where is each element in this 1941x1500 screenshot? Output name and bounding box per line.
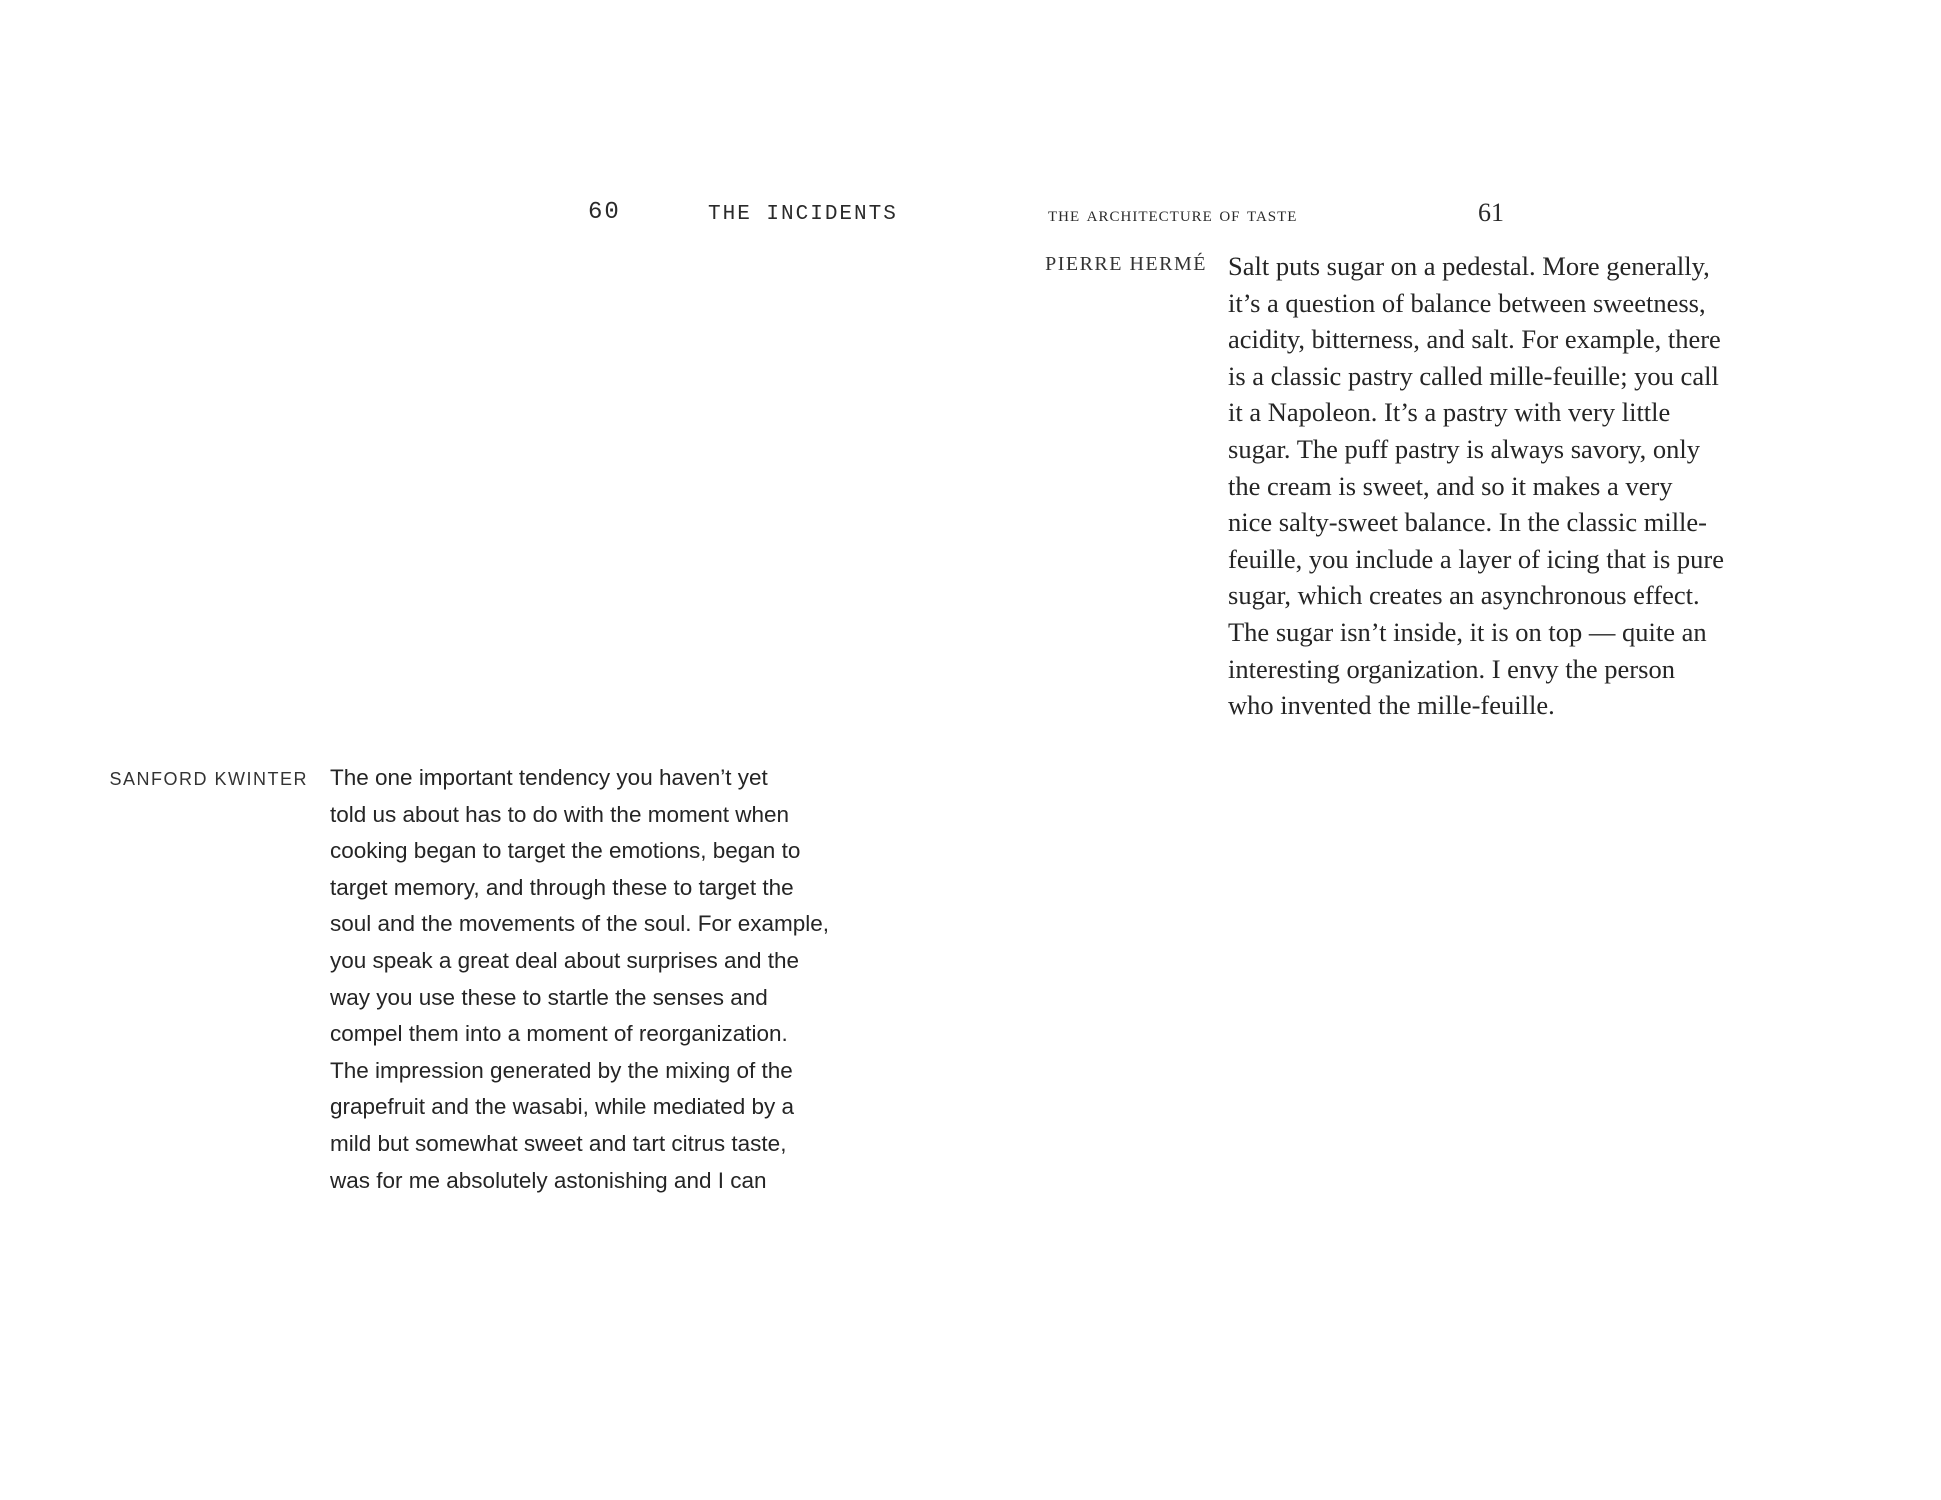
passage-line: the cream is sweet, and so it makes a very <box>1228 470 1673 501</box>
passage-line: interesting organization. I envy the person <box>1228 653 1675 684</box>
speaker-label-kwinter: SANFORD KWINTER <box>109 769 308 789</box>
passage-line: told us about has to do with the moment when <box>330 801 790 827</box>
passage-line: The impression generated by the mixing of the <box>330 1057 793 1083</box>
speaker-label-herme: PIERRE HERMÉ <box>1045 253 1207 275</box>
passage-line: mild but somewhat sweet and tart citrus taste, <box>330 1130 787 1156</box>
right-page-number: 61 <box>1478 198 1504 227</box>
passage-line: compel them into a moment of reorganization. <box>330 1021 788 1047</box>
passage-line: sugar, which creates an asynchronous effect. <box>1228 580 1700 611</box>
passage-line: who invented the mille-feuille. <box>1228 690 1555 721</box>
passage-line: feuille, you include a layer of icing that is pure <box>1228 543 1724 574</box>
left-running-head: THE INCIDENTS <box>708 203 898 226</box>
passage-kwinter <box>330 760 890 1199</box>
passage-line: it’s a question of balance between sweetness, <box>1228 287 1706 318</box>
passage-line: nice salty-sweet balance. In the classic mille- <box>1228 507 1708 538</box>
passage-line: is a classic pastry called mille-feuille; you call <box>1228 360 1719 391</box>
passage-herme <box>1228 248 1788 724</box>
passage-line: Salt puts sugar on a pedestal. More generally, <box>1228 251 1710 281</box>
passage-line: you speak a great deal about surprises and the <box>330 947 800 973</box>
passage-line: soul and the movements of the soul. For example, <box>330 911 830 937</box>
passage-line: way you use these to startle the senses and <box>330 984 768 1010</box>
passage-line: was for me absolutely astonishing and I can <box>330 1167 767 1193</box>
passage-line: cooking began to target the emotions, began to <box>330 838 801 864</box>
passage-line: it a Napoleon. It’s a pastry with very little <box>1228 397 1671 428</box>
right-running-head: the architecture of taste <box>1048 201 1298 226</box>
passage-line: acidity, bitterness, and salt. For example, there <box>1228 324 1721 355</box>
passage-line: target memory, and through these to target the <box>330 874 794 900</box>
passage-line: The sugar isn’t inside, it is on top — quite an <box>1228 616 1707 647</box>
passage-line: The one important tendency you haven’t yet <box>330 765 768 790</box>
passage-line: sugar. The puff pastry is always savory, only <box>1228 433 1701 464</box>
passage-line: grapefruit and the wasabi, while mediated by a <box>330 1094 795 1120</box>
left-page-number: 60 <box>588 199 621 226</box>
